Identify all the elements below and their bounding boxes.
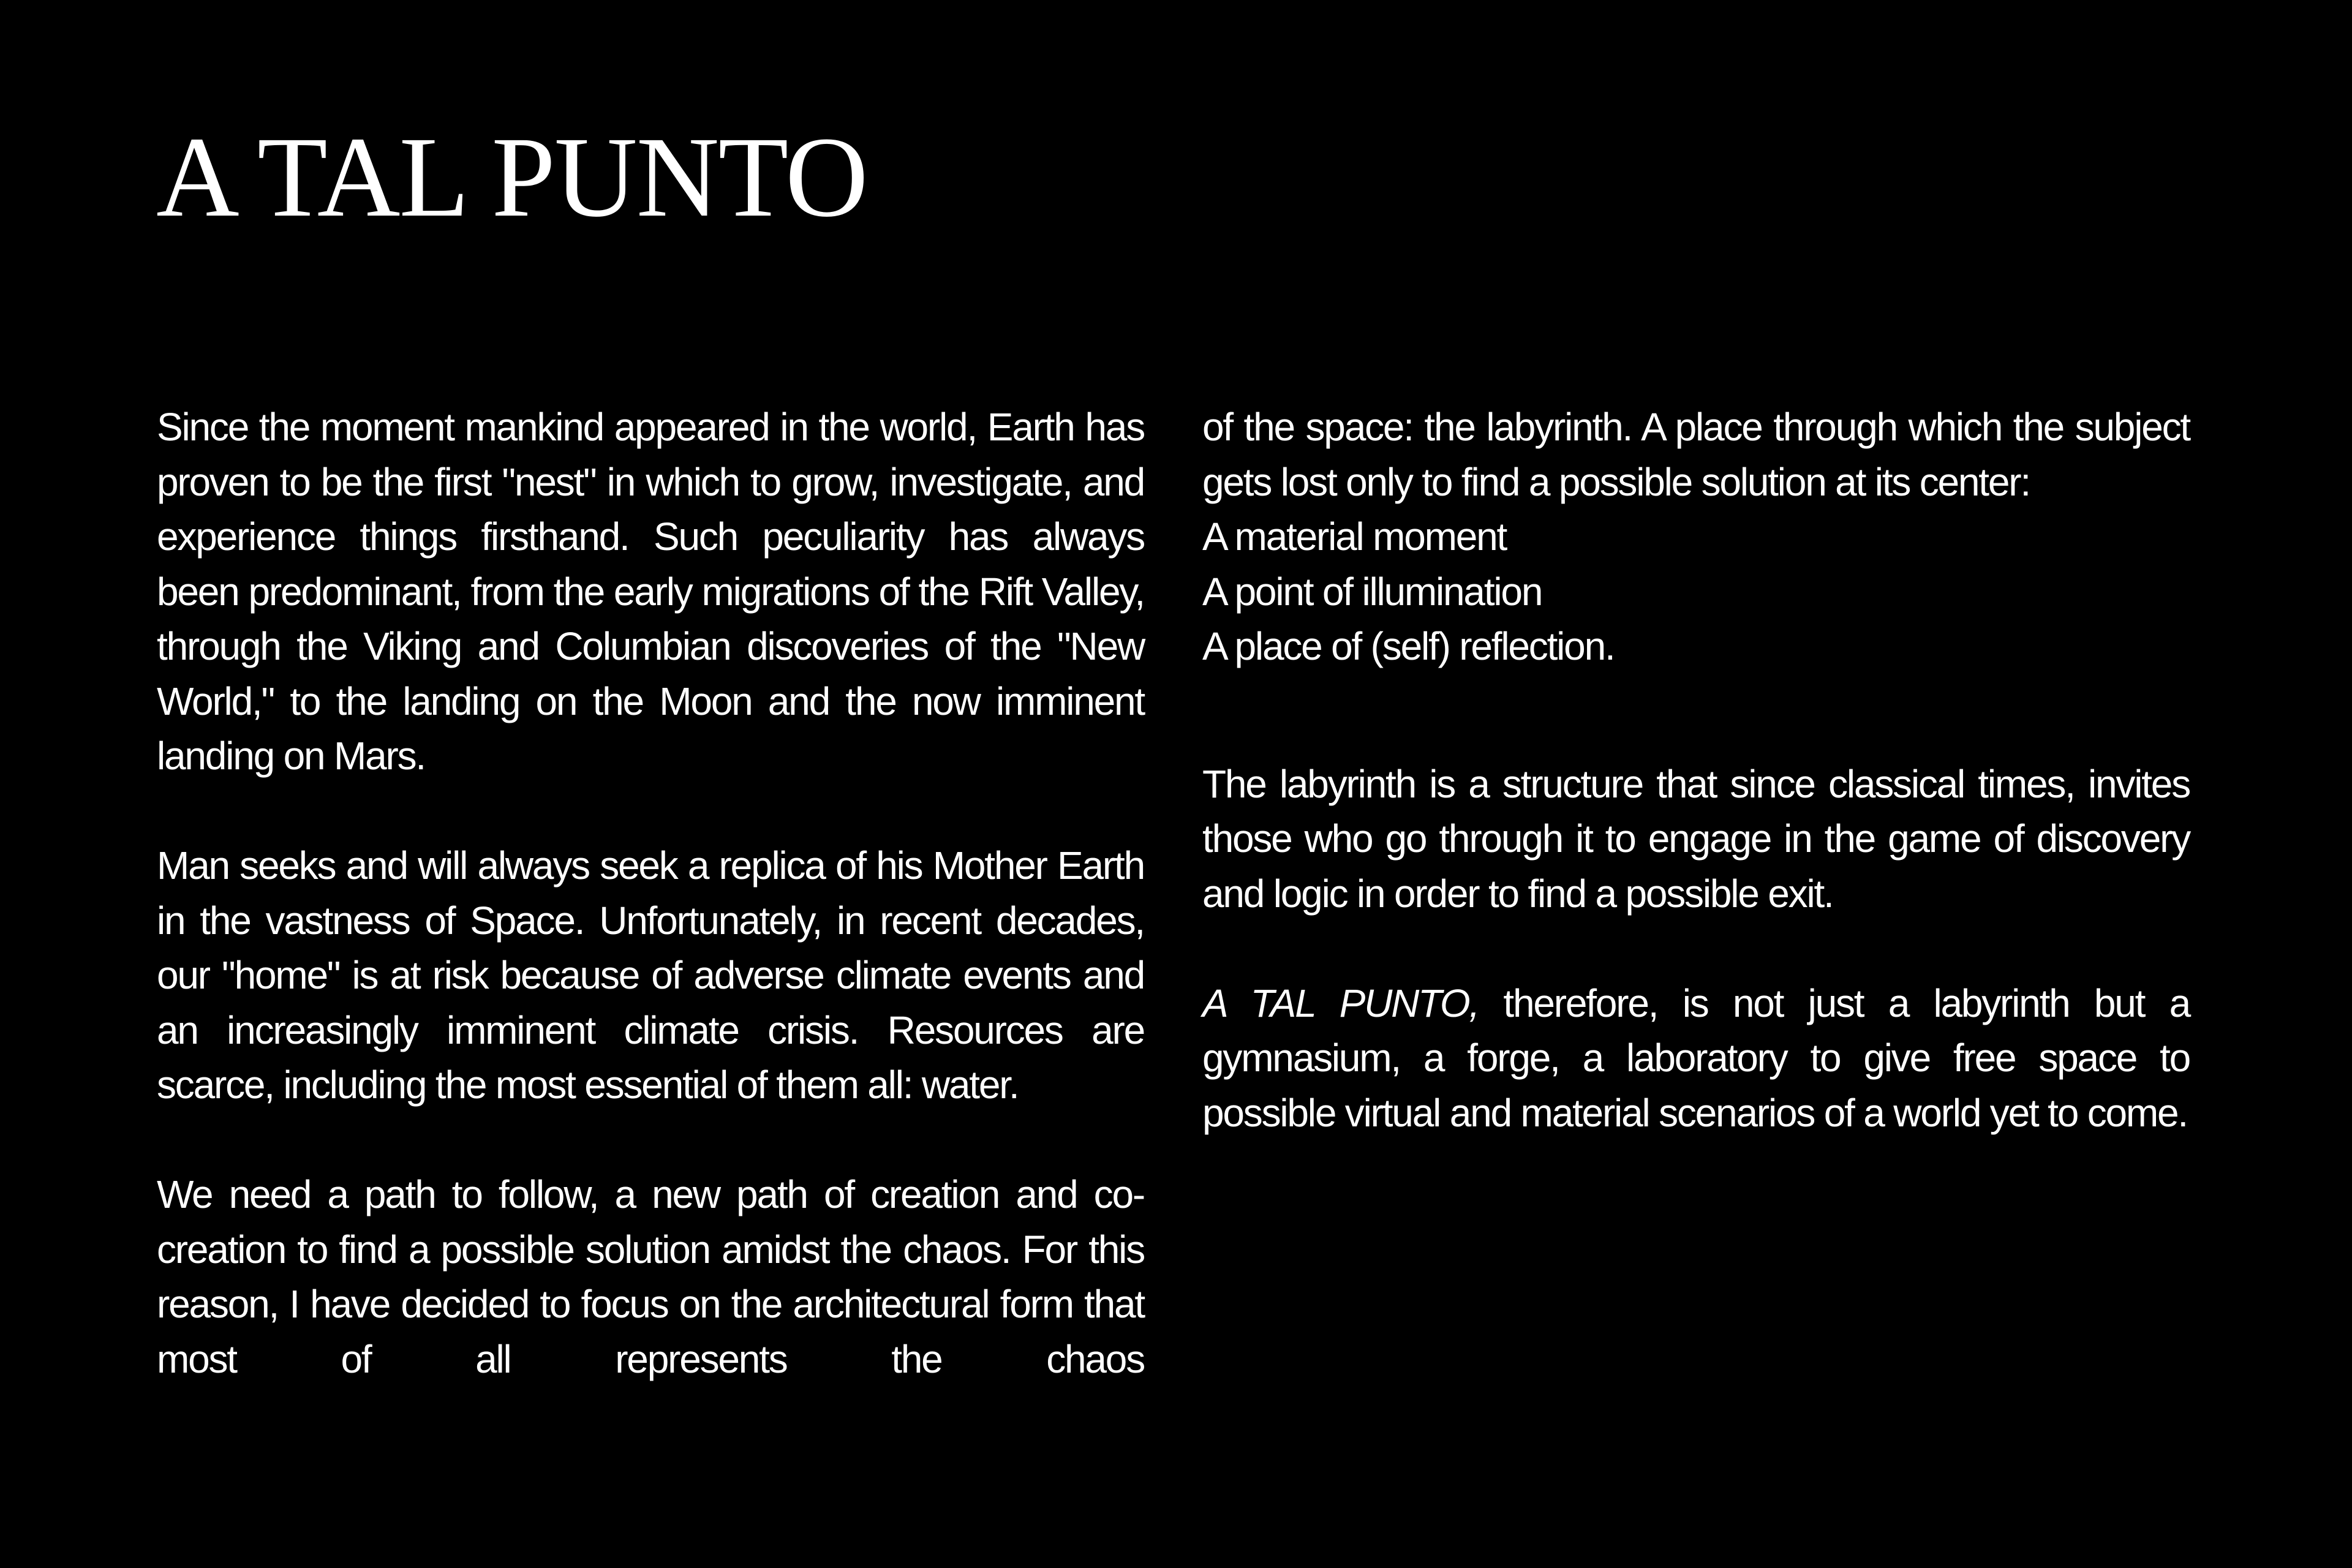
paragraph-a-tal-punto-text: therefore, is not just a labyrinth but a gymnasium, a forge, a laboratory to give free space to possible virtual and material scenarios of a world yet to come. xyxy=(1202,981,2190,1135)
paragraph-labyrinth-structure: The labyrinth is a structure that since classical times, invites those who go through it to engage in the game of discovery and logic in order to find a possible exit. xyxy=(1202,761,2190,916)
list-item-material-moment: A material moment xyxy=(1202,514,1507,559)
project-name-italic: A TAL PUNTO, xyxy=(1202,981,1479,1025)
left-column xyxy=(157,400,1144,1387)
right-column xyxy=(1202,400,2190,1140)
page-title: A TAL PUNTO xyxy=(156,113,867,241)
paragraph-origins: Since the moment mankind appeared in the world, Earth has proven to be the first "nest" in which to grow, investigate, and experience things firsthand. Such peculiarity has always been predominant, from the early migrations of the Rift Valley, through the Viking and Columbian discoveries of the "New World," to the landing on the Moon and the now imminent landing on Mars. xyxy=(157,405,1144,778)
paragraph-labyrinth-intro: of the space: the labyrinth. A place through which the subject gets lost only to find a possible solution at its center: xyxy=(1202,405,2190,504)
list-item-point-of-illumination: A point of illumination xyxy=(1202,569,1542,614)
paragraph-a-tal-punto xyxy=(1202,976,2190,1141)
paragraph-path: We need a path to follow, a new path of creation and co-creation to find a possible solution amidst the chaos. For this reason, I have decided to focus on the architectural form that most of all represents the chaos xyxy=(157,1172,1144,1381)
list-item-place-of-reflection: A place of (self) reflection. xyxy=(1202,624,1615,668)
paragraph-mother-earth: Man seeks and will always seek a replica of his Mother Earth in the vastness of Space. Unfortunately, in recent decades, our "home" is at risk because of adverse climate events and an increasingly imminent climate crisis. Resources are scarce, including the most essential of them all: water. xyxy=(157,843,1144,1107)
